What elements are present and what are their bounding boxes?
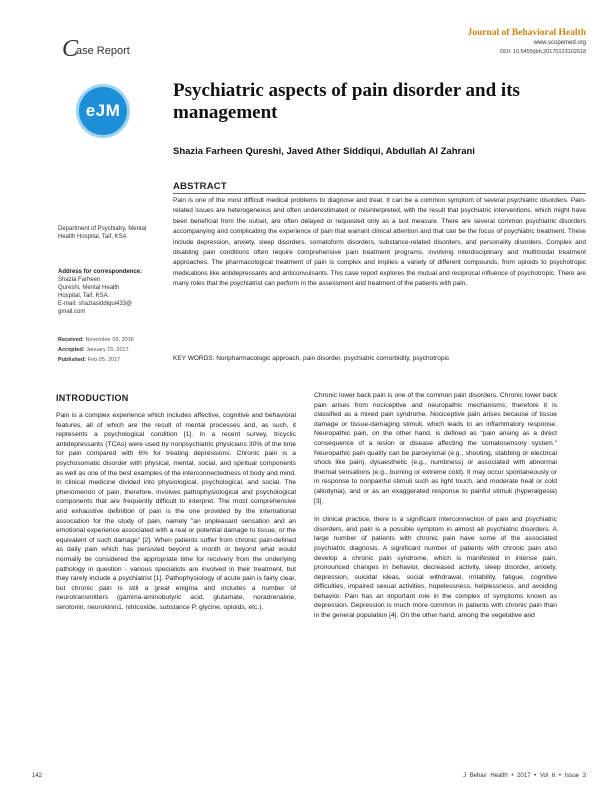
article-type-rest: ase Report [76, 45, 130, 57]
abstract-text: Pain is one of the most difficult medical problems to diagnose and treat. It can be a common symptom of several psychiatric disorders. Pain-related issues are heterogeneous and often underestimated or misinterpreted, with the result that psychiatric interventions, which might have been beneficial from the outset, are often delayed or requested only as a last measure. There are several common psychiatric disorders accompanying and complicating the experience of pain that warrant clinical attention and that can be the focus of psychiatric treatment. These include depression, anxiety, sleep disorders, somatoform disorders, substance-related disorders, and personality disorders. Complex and disabling pain conditions often require comprehensive pain treatment programs, involving interdisciplinary and multimodal treatment approaches. The pharmacological treatment of pain is complex and implies a variety of different compounds, from opioids to psychotropic medications like antidepressants and anticonvulsants. This case report explores the mutual and reciprocal influence of psychotropic. There are many roles that the psychiatrist can perform in the assessment and treatment of the patients with pain. [173, 197, 586, 288]
accepted-date: Accepted: January 15, 2017 [58, 347, 129, 353]
body-column-right [314, 391, 557, 630]
received-date: Received: November 09, 2016 [58, 337, 134, 343]
correspondence-email[interactable]: E-mail: shaziasiddiqui433@ [58, 301, 133, 307]
body-column-left [56, 411, 296, 621]
journal-name: Journal of Behavioral Health [467, 28, 586, 38]
article-title: Psychiatric aspects of pain disorder and its management [173, 80, 520, 123]
article-type-label [62, 34, 130, 61]
introduction-heading: INTRODUCTION [56, 393, 129, 403]
logo-text: eJM [85, 101, 121, 120]
keywords [173, 355, 586, 362]
correspondence-label: Address for correspondence: [58, 269, 143, 275]
article-type-initial: C [62, 36, 79, 62]
body-paragraph: Pain is a complex experience which includes affective, cognitive and behavioral features, all of which are the result of mental processes and, as such, it represents a psychological condition [1]. In a recent survey, tricyclic antidepressants (TCAs) were used by nonpsychiatric physicians 30% of the time for pain compared with 6% for treating depressions. Chronic pain is a psychosomatic disorder with physical, mental, social, and spiritual components as well as one of the best examples of the interconnectedness of body and mind. In clinical medicine divided into physiological, psychological, and social. The phenomenon of pain, therefore, involves pathophysiological and psychological components that are frequently difficult to interpret. The most comprehensive and exhaustive definition of pain is the one provided by the international association for the study of pain, namely "an unpleasant sensation and an emotional experience associated with a real or potential damage to tissue, or the equivalent of such damage" [2]. When patients suffer from chronic pain-defined as daily pain which has persisted beyond a month or beyond what would normally be considered the appropriate time for recovery from the underlying pathology in question - various specialists are involved in their treatment, but they rarely include a psychiatrist [1]. Pathophysiology of acute pain is fairly clear, but chronic pain is still a great enigma and includes a number of neurotransmitters (gamma-aminobutyric acid, glutamate, noradrenaline, serotonin, neurokinin1, nitricoxide, substance P, glycine, opioids, etc.). [56, 412, 296, 611]
correspondence-line: Hospital, Taif, KSA. [58, 293, 110, 299]
journal-url[interactable]: www.scopemed.org [533, 40, 586, 46]
article-authors: Shazia Farheen Qureshi, Javed Ather Siddiqui, Abdullah Al Zahrani [173, 146, 475, 157]
correspondence-email-domain[interactable]: gmail.com [58, 309, 86, 315]
body-paragraph: Chronic lower back pain is one of the common pain disorders. Chronic lower back pain arises from nociceptive and neuropathic mechanisms; therefore it is classified as a mixed pain syndrome. Nociceptive pain arises because of tissue damage or tissue-damaging stimuli, which leads to an inflammatory response. Neuropathic pain, on the other hand, is defined as "pain arising as a direct consequence of a lesion or disease affecting the somatosensory system." Neuropathic pain quality can be paroxysmal (e.g., shooting, stabbing or electrical shock like pain), dysaesthetic (e.g., numbness) or associated with abnormal thermal sensations (e.g., burning or extreme cold). It may occur spontaneously or in response to nonpainful stimuli such as light touch, and moderate heat or cold (allodynia), and or as an exaggerated response to painful stimuli (hyperalgesia) [3]. [314, 392, 557, 505]
abstract-heading: ABSTRACT [173, 181, 227, 192]
correspondence-block [58, 268, 158, 316]
footer-citation: J Behav Health • 2017 • Vol 6 • Issue 3 [462, 773, 586, 779]
keywords-label: KEY WORDS: [173, 355, 215, 362]
page-number: 142 [32, 773, 43, 779]
correspondence-line: Shazia Farheen [58, 277, 101, 283]
ejm-logo [76, 84, 130, 138]
article-doi: DOI: 10.5455/jbh.20170123102618 [500, 49, 586, 55]
published-date: Published: Feb 05, 2017 [58, 357, 121, 363]
keywords-list: Nonpharmacologic approach, pain disorder, psychiatric comorbidity, psychotropic [216, 355, 450, 362]
article-dates [58, 335, 158, 365]
author-affiliation: Department of Psychiatry, Mental Health Hospital, Taif, KSA [58, 226, 147, 240]
body-paragraph: In clinical practice, there is a significant interconnection of pain and psychiatric disorders, and pain is a possible symptom in almost all psychiatric disorders. A large number of patients with chronic pain have some of the associated psychiatric diagnosis. A significant number of patients with chronic pain also develop a chronic pain syndrome, which is manifested in intense pain, pronounced changes in behavior, decreased activity, sleep disorder, anxiety, depression, suicidal ideas, social withdrawal, irritability, fatigue, cognitive difficulties, impaired sexual activities, hopelessness, helplessness, and avoiding behavior. Pain has an important role in the complex of symptoms known as depression. Depression is much more common in patients with chronic pain than in the general population [4]. On the other hand, among the vegetative and [314, 516, 557, 620]
abstract-divider [173, 193, 586, 194]
correspondence-line: Qureshi, Mental Health [58, 285, 120, 291]
